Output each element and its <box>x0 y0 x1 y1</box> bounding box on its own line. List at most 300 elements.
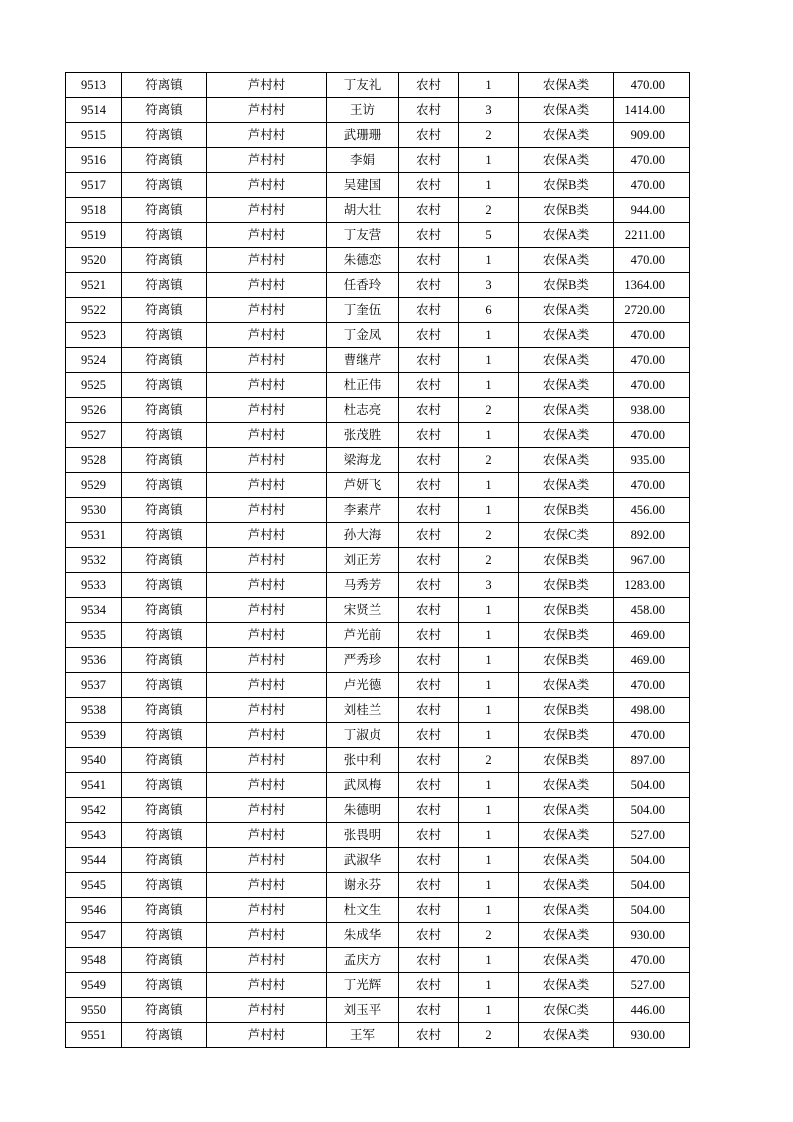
cell-insurance-category: 农保A类 <box>519 873 614 898</box>
cell-amount: 897.00 <box>614 748 690 773</box>
cell-town: 符离镇 <box>122 323 207 348</box>
cell-town: 符离镇 <box>122 973 207 998</box>
table-row <box>66 398 690 423</box>
cell-insurance-category: 农保A类 <box>519 223 614 248</box>
cell-amount: 909.00 <box>614 123 690 148</box>
cell-serial: 9529 <box>66 473 122 498</box>
cell-insurance-category: 农保A类 <box>519 973 614 998</box>
cell-person-name: 芦光前 <box>327 623 399 648</box>
cell-person-count: 1 <box>459 698 519 723</box>
table-row <box>66 598 690 623</box>
cell-residence-type: 农村 <box>399 73 459 98</box>
cell-amount: 2720.00 <box>614 298 690 323</box>
cell-serial: 9518 <box>66 198 122 223</box>
cell-amount: 470.00 <box>614 73 690 98</box>
table-row <box>66 923 690 948</box>
cell-serial: 9513 <box>66 73 122 98</box>
cell-amount: 527.00 <box>614 973 690 998</box>
cell-residence-type: 农村 <box>399 798 459 823</box>
cell-insurance-category: 农保C类 <box>519 523 614 548</box>
cell-residence-type: 农村 <box>399 173 459 198</box>
table-row <box>66 548 690 573</box>
cell-serial: 9519 <box>66 223 122 248</box>
cell-insurance-category: 农保A类 <box>519 823 614 848</box>
table-row <box>66 323 690 348</box>
cell-amount: 470.00 <box>614 148 690 173</box>
cell-village: 芦村村 <box>207 698 327 723</box>
cell-town: 符离镇 <box>122 598 207 623</box>
cell-insurance-category: 农保B类 <box>519 573 614 598</box>
cell-serial: 9541 <box>66 773 122 798</box>
cell-person-count: 1 <box>459 498 519 523</box>
cell-insurance-category: 农保A类 <box>519 848 614 873</box>
cell-residence-type: 农村 <box>399 123 459 148</box>
cell-person-name: 朱成华 <box>327 923 399 948</box>
table-row <box>66 423 690 448</box>
benefits-table <box>65 72 690 1048</box>
cell-amount: 470.00 <box>614 248 690 273</box>
cell-residence-type: 农村 <box>399 448 459 473</box>
cell-town: 符离镇 <box>122 548 207 573</box>
cell-serial: 9534 <box>66 598 122 623</box>
cell-person-name: 卢光德 <box>327 673 399 698</box>
cell-amount: 469.00 <box>614 623 690 648</box>
cell-amount: 470.00 <box>614 173 690 198</box>
cell-serial: 9525 <box>66 373 122 398</box>
cell-amount: 504.00 <box>614 798 690 823</box>
cell-town: 符离镇 <box>122 273 207 298</box>
cell-village: 芦村村 <box>207 298 327 323</box>
cell-amount: 470.00 <box>614 423 690 448</box>
cell-insurance-category: 农保A类 <box>519 773 614 798</box>
cell-residence-type: 农村 <box>399 148 459 173</box>
cell-residence-type: 农村 <box>399 548 459 573</box>
cell-residence-type: 农村 <box>399 98 459 123</box>
cell-amount: 967.00 <box>614 548 690 573</box>
cell-person-name: 丁光辉 <box>327 973 399 998</box>
cell-serial: 9543 <box>66 823 122 848</box>
cell-town: 符离镇 <box>122 673 207 698</box>
cell-person-name: 芦妍飞 <box>327 473 399 498</box>
cell-person-name: 朱德恋 <box>327 248 399 273</box>
cell-person-count: 1 <box>459 998 519 1023</box>
cell-amount: 892.00 <box>614 523 690 548</box>
cell-village: 芦村村 <box>207 598 327 623</box>
cell-residence-type: 农村 <box>399 273 459 298</box>
cell-insurance-category: 农保A类 <box>519 473 614 498</box>
table-row <box>66 123 690 148</box>
cell-person-count: 3 <box>459 273 519 298</box>
cell-person-name: 杜正伟 <box>327 373 399 398</box>
cell-village: 芦村村 <box>207 423 327 448</box>
table-row <box>66 198 690 223</box>
cell-village: 芦村村 <box>207 923 327 948</box>
cell-residence-type: 农村 <box>399 823 459 848</box>
cell-town: 符离镇 <box>122 448 207 473</box>
cell-residence-type: 农村 <box>399 748 459 773</box>
table-row <box>66 773 690 798</box>
cell-town: 符离镇 <box>122 473 207 498</box>
cell-serial: 9547 <box>66 923 122 948</box>
cell-insurance-category: 农保B类 <box>519 648 614 673</box>
cell-amount: 470.00 <box>614 473 690 498</box>
cell-person-name: 武淑华 <box>327 848 399 873</box>
cell-amount: 938.00 <box>614 398 690 423</box>
cell-town: 符离镇 <box>122 573 207 598</box>
cell-town: 符离镇 <box>122 148 207 173</box>
cell-person-count: 1 <box>459 73 519 98</box>
cell-town: 符离镇 <box>122 98 207 123</box>
cell-serial: 9520 <box>66 248 122 273</box>
cell-person-count: 1 <box>459 848 519 873</box>
cell-person-name: 杜志亮 <box>327 398 399 423</box>
cell-town: 符离镇 <box>122 298 207 323</box>
cell-amount: 1283.00 <box>614 573 690 598</box>
cell-serial: 9514 <box>66 98 122 123</box>
cell-residence-type: 农村 <box>399 373 459 398</box>
cell-amount: 504.00 <box>614 848 690 873</box>
table-row <box>66 373 690 398</box>
cell-town: 符离镇 <box>122 898 207 923</box>
cell-person-name: 杜文生 <box>327 898 399 923</box>
cell-village: 芦村村 <box>207 998 327 1023</box>
cell-residence-type: 农村 <box>399 973 459 998</box>
cell-village: 芦村村 <box>207 898 327 923</box>
cell-serial: 9522 <box>66 298 122 323</box>
cell-town: 符离镇 <box>122 998 207 1023</box>
cell-village: 芦村村 <box>207 823 327 848</box>
cell-person-count: 2 <box>459 748 519 773</box>
cell-village: 芦村村 <box>207 273 327 298</box>
cell-person-name: 谢永芬 <box>327 873 399 898</box>
cell-insurance-category: 农保A类 <box>519 373 614 398</box>
cell-town: 符离镇 <box>122 823 207 848</box>
table-row <box>66 298 690 323</box>
cell-amount: 504.00 <box>614 898 690 923</box>
cell-village: 芦村村 <box>207 848 327 873</box>
cell-amount: 1364.00 <box>614 273 690 298</box>
table-row <box>66 148 690 173</box>
cell-insurance-category: 农保A类 <box>519 423 614 448</box>
cell-village: 芦村村 <box>207 148 327 173</box>
cell-amount: 935.00 <box>614 448 690 473</box>
cell-residence-type: 农村 <box>399 673 459 698</box>
table-row <box>66 248 690 273</box>
cell-person-name: 张茂胜 <box>327 423 399 448</box>
cell-serial: 9535 <box>66 623 122 648</box>
cell-residence-type: 农村 <box>399 648 459 673</box>
cell-town: 符离镇 <box>122 773 207 798</box>
cell-person-count: 1 <box>459 173 519 198</box>
cell-village: 芦村村 <box>207 548 327 573</box>
cell-person-name: 王军 <box>327 1023 399 1048</box>
cell-village: 芦村村 <box>207 948 327 973</box>
cell-serial: 9539 <box>66 723 122 748</box>
cell-amount: 930.00 <box>614 923 690 948</box>
table-row <box>66 998 690 1023</box>
cell-insurance-category: 农保A类 <box>519 1023 614 1048</box>
cell-insurance-category: 农保B类 <box>519 623 614 648</box>
cell-residence-type: 农村 <box>399 323 459 348</box>
cell-person-name: 丁友营 <box>327 223 399 248</box>
cell-town: 符离镇 <box>122 723 207 748</box>
cell-person-name: 严秀珍 <box>327 648 399 673</box>
cell-person-name: 丁淑贞 <box>327 723 399 748</box>
cell-person-count: 1 <box>459 348 519 373</box>
cell-person-name: 宋贤兰 <box>327 598 399 623</box>
cell-serial: 9533 <box>66 573 122 598</box>
cell-amount: 470.00 <box>614 673 690 698</box>
cell-town: 符离镇 <box>122 873 207 898</box>
cell-serial: 9532 <box>66 548 122 573</box>
cell-person-count: 5 <box>459 223 519 248</box>
cell-amount: 527.00 <box>614 823 690 848</box>
cell-village: 芦村村 <box>207 523 327 548</box>
cell-residence-type: 农村 <box>399 898 459 923</box>
cell-person-count: 1 <box>459 148 519 173</box>
cell-person-name: 胡大壮 <box>327 198 399 223</box>
cell-amount: 2211.00 <box>614 223 690 248</box>
table-row <box>66 623 690 648</box>
cell-town: 符离镇 <box>122 748 207 773</box>
cell-person-count: 2 <box>459 548 519 573</box>
cell-village: 芦村村 <box>207 198 327 223</box>
cell-town: 符离镇 <box>122 373 207 398</box>
cell-serial: 9545 <box>66 873 122 898</box>
cell-person-name: 吴建国 <box>327 173 399 198</box>
cell-town: 符离镇 <box>122 423 207 448</box>
cell-village: 芦村村 <box>207 223 327 248</box>
cell-serial: 9540 <box>66 748 122 773</box>
cell-person-count: 1 <box>459 473 519 498</box>
cell-person-name: 梁海龙 <box>327 448 399 473</box>
cell-person-count: 2 <box>459 523 519 548</box>
cell-village: 芦村村 <box>207 448 327 473</box>
cell-town: 符离镇 <box>122 198 207 223</box>
cell-village: 芦村村 <box>207 473 327 498</box>
cell-person-count: 1 <box>459 673 519 698</box>
cell-village: 芦村村 <box>207 673 327 698</box>
cell-village: 芦村村 <box>207 348 327 373</box>
cell-person-name: 任香玲 <box>327 273 399 298</box>
table-row <box>66 873 690 898</box>
cell-insurance-category: 农保B类 <box>519 173 614 198</box>
cell-person-name: 朱德明 <box>327 798 399 823</box>
cell-amount: 470.00 <box>614 948 690 973</box>
cell-residence-type: 农村 <box>399 723 459 748</box>
cell-town: 符离镇 <box>122 223 207 248</box>
cell-village: 芦村村 <box>207 648 327 673</box>
cell-person-count: 1 <box>459 623 519 648</box>
cell-serial: 9548 <box>66 948 122 973</box>
cell-insurance-category: 农保A类 <box>519 798 614 823</box>
cell-person-count: 3 <box>459 573 519 598</box>
cell-insurance-category: 农保B类 <box>519 548 614 573</box>
cell-insurance-category: 农保A类 <box>519 398 614 423</box>
table-row <box>66 798 690 823</box>
cell-person-count: 1 <box>459 723 519 748</box>
cell-person-count: 1 <box>459 248 519 273</box>
cell-village: 芦村村 <box>207 373 327 398</box>
cell-insurance-category: 农保B类 <box>519 748 614 773</box>
cell-town: 符离镇 <box>122 173 207 198</box>
cell-town: 符离镇 <box>122 798 207 823</box>
table-row <box>66 1023 690 1048</box>
cell-person-count: 1 <box>459 798 519 823</box>
cell-insurance-category: 农保B类 <box>519 273 614 298</box>
table-row <box>66 498 690 523</box>
cell-amount: 504.00 <box>614 773 690 798</box>
table-row <box>66 848 690 873</box>
cell-town: 符离镇 <box>122 648 207 673</box>
cell-town: 符离镇 <box>122 848 207 873</box>
cell-serial: 9537 <box>66 673 122 698</box>
cell-town: 符离镇 <box>122 73 207 98</box>
cell-serial: 9516 <box>66 148 122 173</box>
cell-town: 符离镇 <box>122 498 207 523</box>
cell-residence-type: 农村 <box>399 923 459 948</box>
cell-town: 符离镇 <box>122 623 207 648</box>
cell-town: 符离镇 <box>122 248 207 273</box>
cell-residence-type: 农村 <box>399 498 459 523</box>
cell-person-count: 3 <box>459 98 519 123</box>
cell-person-count: 2 <box>459 398 519 423</box>
table-body <box>66 73 690 1048</box>
cell-insurance-category: 农保A类 <box>519 73 614 98</box>
cell-person-name: 刘玉平 <box>327 998 399 1023</box>
table-row <box>66 573 690 598</box>
cell-serial: 9536 <box>66 648 122 673</box>
cell-person-name: 武珊珊 <box>327 123 399 148</box>
cell-serial: 9517 <box>66 173 122 198</box>
cell-residence-type: 农村 <box>399 298 459 323</box>
cell-amount: 470.00 <box>614 373 690 398</box>
cell-person-count: 1 <box>459 873 519 898</box>
cell-person-count: 1 <box>459 773 519 798</box>
cell-insurance-category: 农保A类 <box>519 98 614 123</box>
cell-town: 符离镇 <box>122 398 207 423</box>
cell-person-count: 1 <box>459 598 519 623</box>
cell-serial: 9530 <box>66 498 122 523</box>
cell-person-count: 2 <box>459 1023 519 1048</box>
cell-village: 芦村村 <box>207 723 327 748</box>
cell-person-name: 李素芹 <box>327 498 399 523</box>
cell-residence-type: 农村 <box>399 398 459 423</box>
cell-amount: 470.00 <box>614 723 690 748</box>
cell-amount: 469.00 <box>614 648 690 673</box>
table-row <box>66 698 690 723</box>
table-row <box>66 748 690 773</box>
cell-insurance-category: 农保A类 <box>519 298 614 323</box>
cell-person-count: 2 <box>459 448 519 473</box>
cell-serial: 9550 <box>66 998 122 1023</box>
table-row <box>66 473 690 498</box>
cell-village: 芦村村 <box>207 398 327 423</box>
cell-village: 芦村村 <box>207 73 327 98</box>
cell-insurance-category: 农保A类 <box>519 348 614 373</box>
cell-amount: 944.00 <box>614 198 690 223</box>
cell-amount: 930.00 <box>614 1023 690 1048</box>
cell-person-count: 1 <box>459 973 519 998</box>
table-row <box>66 648 690 673</box>
cell-person-count: 1 <box>459 648 519 673</box>
cell-residence-type: 农村 <box>399 623 459 648</box>
cell-residence-type: 农村 <box>399 773 459 798</box>
table-row <box>66 823 690 848</box>
table-row <box>66 673 690 698</box>
cell-insurance-category: 农保C类 <box>519 998 614 1023</box>
cell-residence-type: 农村 <box>399 198 459 223</box>
table-row <box>66 273 690 298</box>
cell-village: 芦村村 <box>207 98 327 123</box>
cell-village: 芦村村 <box>207 1023 327 1048</box>
cell-person-count: 1 <box>459 948 519 973</box>
table-row <box>66 223 690 248</box>
cell-amount: 1414.00 <box>614 98 690 123</box>
cell-person-name: 丁金凤 <box>327 323 399 348</box>
cell-residence-type: 农村 <box>399 223 459 248</box>
cell-town: 符离镇 <box>122 123 207 148</box>
cell-person-name: 刘正芳 <box>327 548 399 573</box>
cell-residence-type: 农村 <box>399 1023 459 1048</box>
cell-insurance-category: 农保A类 <box>519 673 614 698</box>
cell-serial: 9524 <box>66 348 122 373</box>
cell-person-count: 2 <box>459 198 519 223</box>
cell-amount: 456.00 <box>614 498 690 523</box>
cell-village: 芦村村 <box>207 773 327 798</box>
cell-person-count: 1 <box>459 423 519 448</box>
cell-insurance-category: 农保A类 <box>519 323 614 348</box>
cell-amount: 446.00 <box>614 998 690 1023</box>
cell-village: 芦村村 <box>207 873 327 898</box>
cell-person-name: 丁友礼 <box>327 73 399 98</box>
cell-insurance-category: 农保A类 <box>519 923 614 948</box>
cell-serial: 9526 <box>66 398 122 423</box>
cell-residence-type: 农村 <box>399 998 459 1023</box>
cell-village: 芦村村 <box>207 798 327 823</box>
cell-village: 芦村村 <box>207 748 327 773</box>
cell-person-name: 李娟 <box>327 148 399 173</box>
cell-village: 芦村村 <box>207 248 327 273</box>
cell-insurance-category: 农保A类 <box>519 898 614 923</box>
cell-person-count: 1 <box>459 898 519 923</box>
cell-serial: 9542 <box>66 798 122 823</box>
cell-residence-type: 农村 <box>399 473 459 498</box>
cell-person-count: 6 <box>459 298 519 323</box>
table-row <box>66 173 690 198</box>
cell-person-name: 丁奎伍 <box>327 298 399 323</box>
cell-residence-type: 农村 <box>399 873 459 898</box>
cell-residence-type: 农村 <box>399 848 459 873</box>
cell-village: 芦村村 <box>207 623 327 648</box>
table-row <box>66 73 690 98</box>
table-row <box>66 898 690 923</box>
cell-insurance-category: 农保B类 <box>519 698 614 723</box>
cell-village: 芦村村 <box>207 498 327 523</box>
cell-serial: 9531 <box>66 523 122 548</box>
cell-insurance-category: 农保A类 <box>519 123 614 148</box>
cell-residence-type: 农村 <box>399 348 459 373</box>
cell-village: 芦村村 <box>207 973 327 998</box>
cell-residence-type: 农村 <box>399 423 459 448</box>
cell-serial: 9528 <box>66 448 122 473</box>
cell-person-name: 曹继芹 <box>327 348 399 373</box>
cell-village: 芦村村 <box>207 173 327 198</box>
table-row <box>66 973 690 998</box>
cell-person-name: 武凤梅 <box>327 773 399 798</box>
cell-serial: 9546 <box>66 898 122 923</box>
table-row <box>66 348 690 373</box>
